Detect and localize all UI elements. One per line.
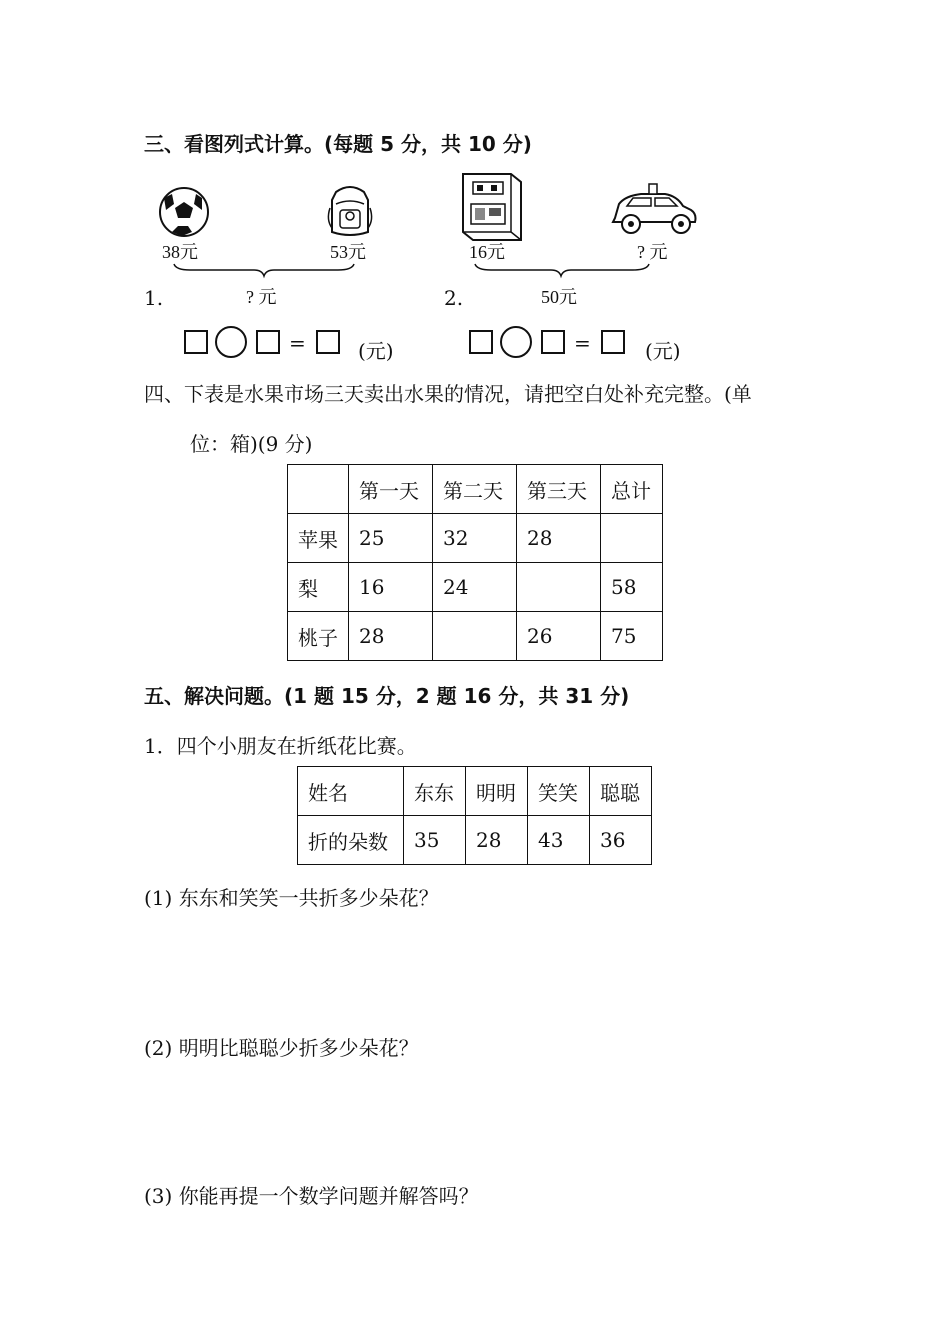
operator-circle[interactable] bbox=[500, 326, 532, 358]
problem-1-number: 1. bbox=[144, 286, 164, 310]
table-header-cell: 聪聪 bbox=[590, 767, 652, 816]
soccer-ball-icon bbox=[160, 188, 208, 236]
problem-1-item-2-price: 53元 bbox=[330, 242, 366, 262]
table-cell: 26 bbox=[517, 612, 601, 661]
answer-box[interactable] bbox=[184, 330, 208, 354]
table-cell bbox=[288, 465, 349, 514]
table-cell: 苹果 bbox=[288, 514, 349, 563]
table-header-cell: 东东 bbox=[404, 767, 466, 816]
table-header-cell: 姓名 bbox=[298, 767, 404, 816]
section-4-title-line-2: 位：箱)(9 分) bbox=[190, 432, 313, 456]
paper-flower-table bbox=[297, 766, 652, 865]
problem-2-total: 50元 bbox=[541, 287, 577, 307]
table-row bbox=[288, 612, 663, 661]
answer-box[interactable] bbox=[469, 330, 493, 354]
table-cell: 43 bbox=[528, 816, 590, 865]
table-cell: 折的朵数 bbox=[298, 816, 404, 865]
section-4-title bbox=[144, 378, 752, 407]
problem-2-item-2-price: ? 元 bbox=[637, 242, 668, 262]
table-header-cell: 笑笑 bbox=[528, 767, 590, 816]
table-cell: 36 bbox=[590, 816, 652, 865]
table-cell: 75 bbox=[601, 612, 663, 661]
answer-box[interactable] bbox=[256, 330, 280, 354]
problem-1-description: 1．四个小朋友在折纸花比赛。 bbox=[144, 734, 417, 758]
table-header-cell: 第一天 bbox=[349, 465, 433, 514]
table-row bbox=[288, 563, 663, 612]
table-cell: 32 bbox=[433, 514, 517, 563]
table-cell: 35 bbox=[404, 816, 466, 865]
unit-label: (元) bbox=[645, 339, 681, 363]
unit-label: (元) bbox=[358, 339, 394, 363]
problem-1-item-1-price: 38元 bbox=[162, 242, 198, 262]
problem-1-illustration bbox=[150, 180, 390, 280]
table-blank-cell[interactable] bbox=[601, 514, 663, 563]
table-cell: 28 bbox=[466, 816, 528, 865]
equals-sign: = bbox=[289, 331, 306, 355]
section-4-title-line-1: 四、下表是水果市场三天卖出水果的情况，请把空白处补充完整。(单 bbox=[144, 382, 752, 406]
table-row bbox=[298, 816, 652, 865]
table-cell: 25 bbox=[349, 514, 433, 563]
car-icon bbox=[613, 184, 696, 233]
question-1: (1) 东东和笑笑一共折多少朵花？ bbox=[144, 886, 439, 910]
table-cell: 24 bbox=[433, 563, 517, 612]
backpack-icon bbox=[328, 187, 371, 235]
table-cell: 梨 bbox=[288, 563, 349, 612]
table-cell: 28 bbox=[349, 612, 433, 661]
table-cell: 桃子 bbox=[288, 612, 349, 661]
table-cell: 16 bbox=[349, 563, 433, 612]
problem-2-number: 2. bbox=[444, 286, 464, 310]
section-5-title: 五、解决问题。(1 题 15 分，2 题 16 分，共 31 分) bbox=[144, 684, 630, 708]
table-header-row bbox=[288, 465, 663, 514]
problem-2-item-1-price: 16元 bbox=[469, 242, 505, 262]
equals-sign: = bbox=[574, 331, 591, 355]
problem-1-total: ? 元 bbox=[246, 287, 277, 307]
operator-circle[interactable] bbox=[215, 326, 247, 358]
table-cell: 28 bbox=[517, 514, 601, 563]
table-cell: 58 bbox=[601, 563, 663, 612]
book-icon bbox=[463, 174, 521, 240]
table-header-cell: 第三天 bbox=[517, 465, 601, 514]
table-blank-cell[interactable] bbox=[517, 563, 601, 612]
table-header-row bbox=[298, 767, 652, 816]
table-header-cell: 明明 bbox=[466, 767, 528, 816]
answer-box[interactable] bbox=[316, 330, 340, 354]
fruit-sales-table bbox=[287, 464, 663, 661]
answer-box[interactable] bbox=[601, 330, 625, 354]
table-header-cell: 总计 bbox=[601, 465, 663, 514]
answer-box[interactable] bbox=[541, 330, 565, 354]
table-row bbox=[288, 514, 663, 563]
question-3: (3) 你能再提一个数学问题并解答吗？ bbox=[144, 1184, 479, 1208]
section-3-title: 三、看图列式计算。(每题 5 分，共 10 分) bbox=[144, 132, 532, 156]
table-blank-cell[interactable] bbox=[433, 612, 517, 661]
question-2: (2) 明明比聪聪少折多少朵花？ bbox=[144, 1036, 419, 1060]
table-header-cell: 第二天 bbox=[433, 465, 517, 514]
